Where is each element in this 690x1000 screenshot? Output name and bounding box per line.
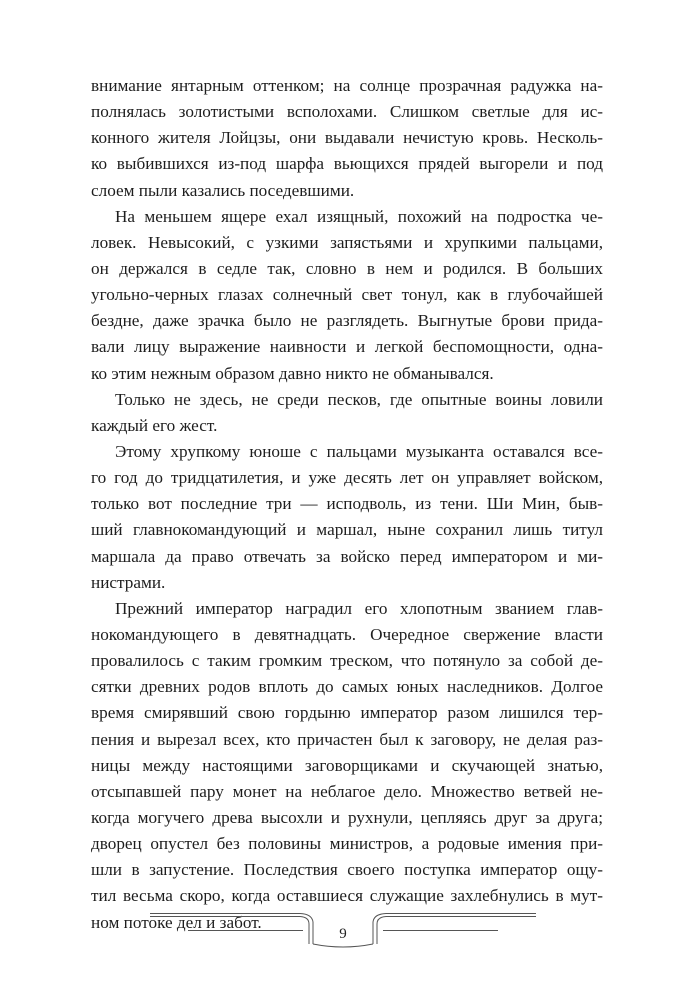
text-line: тил весьма скоро, когда оставшиеся служащие захлебнулись в мут- xyxy=(91,886,603,906)
text-line: слоем пыли казались поседевшими. xyxy=(91,180,355,200)
text-line: внимание янтарным оттенком; на солнце прозрачная радужка на- xyxy=(91,76,603,95)
text-line: угольно-черных глазах солнечный свет тонул, как в глубочайшей xyxy=(91,285,603,305)
text-line: шли в запустение. Последствия своего поступка император ощу- xyxy=(91,860,603,880)
text-line: пения и вырезал всех, кто причастен был к заговору, не делая раз- xyxy=(91,729,603,749)
text-line: сятки древних родов вплоть до самых юных наследников. Долгое xyxy=(91,677,603,697)
text-line: дворец опустел без половины министров, а родовые имения при- xyxy=(91,834,603,854)
text-line: отсыпавшей пару монет на неблагое дело. Множество ветвей не- xyxy=(91,781,603,801)
text-line: ницы между настоящими заговорщиками и скучающей знатью, xyxy=(91,755,603,775)
text-line: конного жителя Лойцзы, они выдавали нечистую кровь. Несколь- xyxy=(91,128,603,148)
ornament-frame-bottom xyxy=(313,944,373,947)
body-text xyxy=(91,73,603,936)
text-line: Прежний император наградил его хлопотным званием глав- xyxy=(115,598,603,618)
text-line: На меньшем ящере ехал изящный, похожий на подростка че- xyxy=(115,206,603,226)
text-line: бездне, даже зрачка было не разглядеть. Выгнутые брови прида- xyxy=(91,311,603,331)
text-line: маршала да право отвечать за войско перед императором и ми- xyxy=(91,546,603,566)
text-line: ший главнокомандующий и маршал, ныне сохранил лишь титул xyxy=(91,520,603,540)
text-line: нистрами. xyxy=(91,572,166,592)
text-line: го год до тридцатилетия, и уже десять лет он управляет войском, xyxy=(91,468,603,488)
text-line: ловек. Невысокий, с узкими запястьями и хрупкими пальцами, xyxy=(91,232,603,252)
text-line: вали лицу выражение наивности и легкой беспомощности, одна- xyxy=(91,337,603,357)
text-line: Этому хрупкому юноше с пальцами музыканта оставался все- xyxy=(115,441,603,461)
text-line: ко этим нежным образом давно никто не обманывался. xyxy=(91,363,494,383)
text-line: ном потоке дел и забот. xyxy=(91,912,262,932)
text-line: только вот последние три — исподволь, из тени. Ши Мин, быв- xyxy=(91,494,603,514)
ornament-right-line xyxy=(386,914,536,917)
text-line: ко выбившихся из-под шарфа вьющихся прядей выгорели и под xyxy=(91,154,603,174)
text-line: каждый его жест. xyxy=(91,415,218,435)
page-number: 9 xyxy=(339,926,347,942)
text-line: он держался в седле так, словно в нем и родился. В больших xyxy=(91,258,603,278)
text-line: нокомандующего в девятнадцать. Очередное свержение власти xyxy=(91,624,603,644)
text-line: полнялась золотистыми всполохами. Слишком светлые для ис- xyxy=(91,102,603,122)
text-line: когда могучего древа высохли и рухнули, цепляясь друг за друга; xyxy=(91,807,603,827)
text-line: время смирявший свою гордыню император разом лишился тер- xyxy=(91,703,603,723)
ornament-left-line xyxy=(150,914,300,917)
text-line: Только не здесь, не среди песков, где опытные воины ловили xyxy=(115,389,603,409)
text-line: провалилось с таким громким треском, что потянуло за собой де- xyxy=(91,651,603,671)
